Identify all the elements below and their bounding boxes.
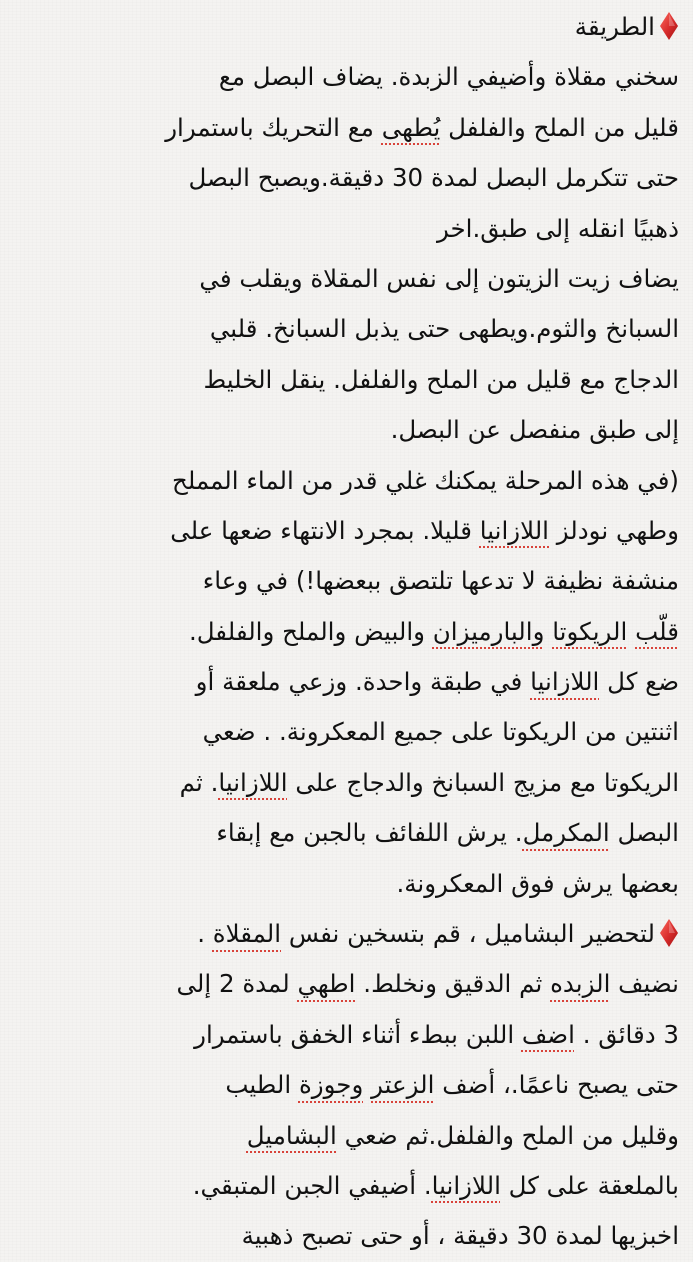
note-body[interactable]	[14, 2, 679, 1262]
text-line	[14, 355, 679, 405]
spellcheck-word[interactable]: الزعتر	[371, 1070, 435, 1100]
text-segment: البصل	[609, 818, 679, 848]
spellcheck-word[interactable]: الريكوتا	[552, 616, 628, 646]
text-segment: الريكوتا مع مزيج السبانخ والدجاج على	[287, 767, 679, 797]
text-segment: قليل من الملح والفلفل	[440, 112, 679, 142]
text-segment: سخني مقلاة وأضيفي الزبدة. يضاف البصل مع	[218, 62, 679, 92]
text-segment: الطيب	[225, 1070, 299, 1100]
text-segment: مع التحريك باستمرار	[165, 112, 382, 142]
text-line	[14, 1111, 679, 1161]
text-line	[14, 1010, 679, 1060]
text-segment: . ثم	[179, 767, 219, 797]
text-segment: لمدة 2 إلى	[176, 969, 298, 999]
spellcheck-word[interactable]: قلّب	[635, 616, 679, 646]
spellcheck-word[interactable]: اللازانيا	[479, 515, 549, 545]
spellcheck-word[interactable]: اللازانيا	[530, 667, 600, 697]
text-segment: منشفة نظيفة لا تدعها تلتصق ببعضها!) في وعاء	[202, 566, 679, 596]
spellcheck-word[interactable]: والبارميزان	[432, 616, 545, 646]
text-segment: حتى يصبح ناعمًا.، أضف	[434, 1070, 679, 1100]
text-segment: . يرش اللفائف بالجبن مع إبقاء	[216, 818, 523, 848]
text-segment: يضاف زيت الزيتون إلى نفس المقلاة ويقلب في	[199, 263, 679, 293]
heading-text	[575, 12, 655, 41]
text-line	[14, 607, 679, 657]
spellcheck-word[interactable]: المقلاة	[212, 919, 282, 949]
text-segment: اثنتين من الريكوتا على جميع المعكرونة. . ضعي	[202, 717, 679, 747]
text-segment: السبانخ والثوم.ويطهى حتى يذبل السبانخ. قلبي	[209, 314, 679, 344]
text-line	[14, 506, 679, 556]
spellcheck-word[interactable]: البشاميل	[246, 1120, 337, 1150]
text-line	[14, 204, 679, 254]
text-segment: 3 دقائق .	[574, 1019, 679, 1049]
text-line	[14, 405, 679, 455]
red-diamond-icon	[659, 918, 679, 948]
text-segment: .	[197, 919, 213, 949]
text-segment: بعضها يرش فوق المعكرونة.	[396, 868, 679, 898]
text-segment: (في هذه المرحلة يمكنك غلي قدر من الماء المملح	[172, 465, 679, 495]
text-segment: الطريقة	[574, 12, 655, 41]
text-line	[14, 758, 679, 808]
text-segment: بالملعقة على كل	[500, 1170, 679, 1200]
spellcheck-word[interactable]: اطهي	[297, 969, 356, 999]
text-line	[14, 1161, 679, 1211]
spellcheck-word[interactable]: وجوزة	[298, 1070, 364, 1100]
text-segment: نضيف	[610, 969, 679, 999]
text-line	[14, 707, 679, 757]
text-line	[14, 103, 679, 153]
text-line	[14, 456, 679, 506]
text-segment: حتى تتكرمل البصل لمدة 30 دقيقة.ويصبح البصل	[188, 163, 679, 193]
bechamel-heading-line	[14, 909, 679, 959]
bechamel-heading-text	[197, 919, 655, 948]
spellcheck-word[interactable]: المكرمل	[522, 818, 610, 848]
text-segment: قليلا. بمجرد الانتهاء ضعها على	[170, 515, 480, 545]
text-line	[14, 959, 679, 1009]
text-line	[14, 556, 679, 606]
text-line	[14, 52, 679, 102]
text-segment: وطهي نودلز	[549, 515, 679, 545]
text-line	[14, 254, 679, 304]
text-line	[14, 304, 679, 354]
text-line	[14, 1060, 679, 1110]
spellcheck-word[interactable]: يُطهى	[381, 112, 441, 142]
text-segment: الدجاج مع قليل من الملح والفلفل. ينقل الخليط	[203, 364, 679, 394]
text-segment: في طبقة واحدة. وزعي ملعقة أو	[195, 667, 531, 697]
text-line	[14, 657, 679, 707]
spellcheck-word[interactable]: اضف	[521, 1019, 575, 1049]
text-line	[14, 1211, 679, 1261]
red-diamond-icon	[659, 11, 679, 41]
text-line	[14, 859, 679, 909]
text-segment: اخبزيها لمدة 30 دقيقة ، أو حتى تصبح ذهبية	[241, 1221, 679, 1251]
text-segment: إلى طبق منفصل عن البصل.	[390, 415, 679, 445]
text-segment: . أضيفي الجبن المتبقي.	[192, 1170, 432, 1200]
text-segment: ثم الدقيق ونخلط.	[355, 969, 551, 999]
text-segment: ذهبيًا انقله إلى طبق.اخر	[437, 213, 679, 243]
text-line	[14, 808, 679, 858]
spellcheck-word[interactable]: اللازانيا	[218, 767, 288, 797]
text-segment: ضع كل	[599, 667, 679, 697]
text-segment: والبيض والملح والفلفل.	[188, 616, 433, 646]
text-segment	[363, 1070, 371, 1099]
text-segment: وقليل من الملح والفلفل.ثم ضعي	[336, 1120, 679, 1150]
spellcheck-word[interactable]: اللازانيا	[431, 1170, 501, 1200]
text-segment	[627, 617, 635, 646]
text-segment: لتحضير البشاميل ، قم بتسخين نفس	[281, 919, 655, 949]
text-segment: اللبن ببطء أثناء الخفق باستمرار	[194, 1019, 522, 1049]
heading-method	[14, 2, 679, 52]
spellcheck-word[interactable]: الزبده	[550, 969, 611, 999]
text-line	[14, 153, 679, 203]
